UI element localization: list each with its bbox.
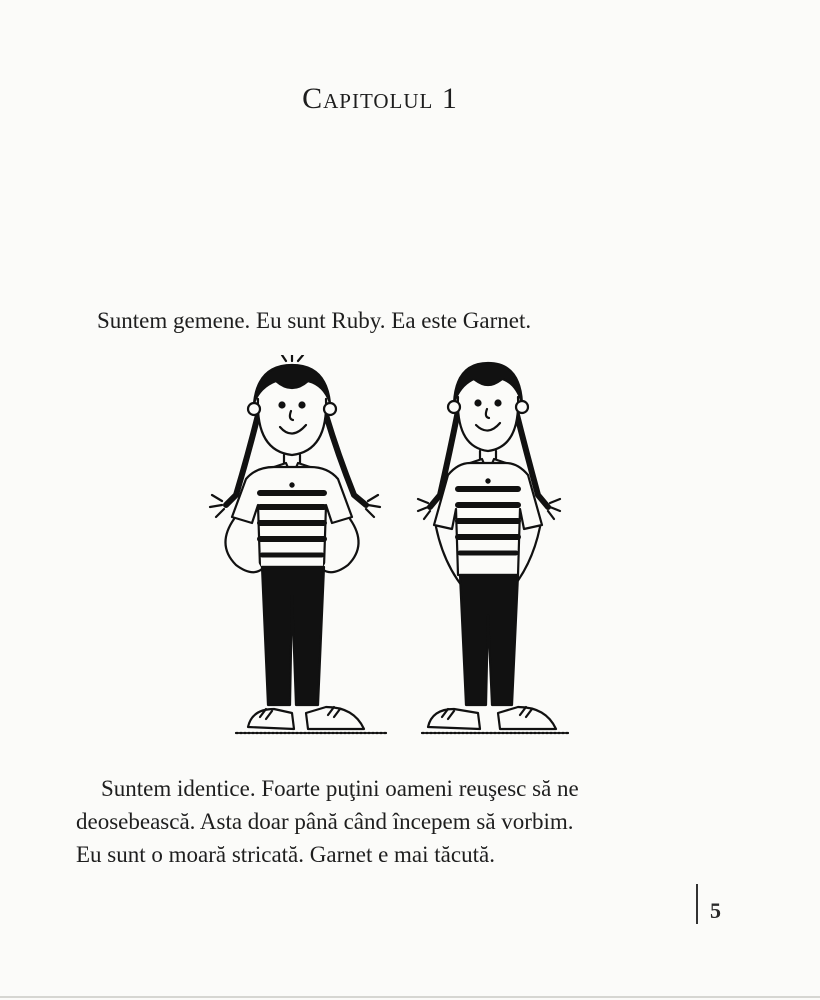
- paragraph-line: Eu sunt o moară stricată. Garnet e mai tăcută.: [76, 842, 495, 867]
- ruby-figure: [210, 355, 386, 733]
- page-bottom-edge: [0, 996, 820, 998]
- garnet-figure: [418, 363, 568, 733]
- chapter-title: Capitolul 1: [302, 82, 458, 115]
- paragraph-line: deosebească. Asta doar până când începem să vorbim.: [76, 809, 574, 834]
- page-number-divider: [696, 884, 698, 924]
- intro-sentence: Suntem gemene. Eu sunt Ruby. Ea este Garnet.: [97, 308, 532, 333]
- body-paragraph: [76, 772, 716, 871]
- paragraph-line: Suntem identice. Foarte puţini oameni reuşesc să ne: [101, 776, 579, 801]
- twins-illustration: [196, 355, 576, 755]
- page-number: 5: [710, 898, 721, 923]
